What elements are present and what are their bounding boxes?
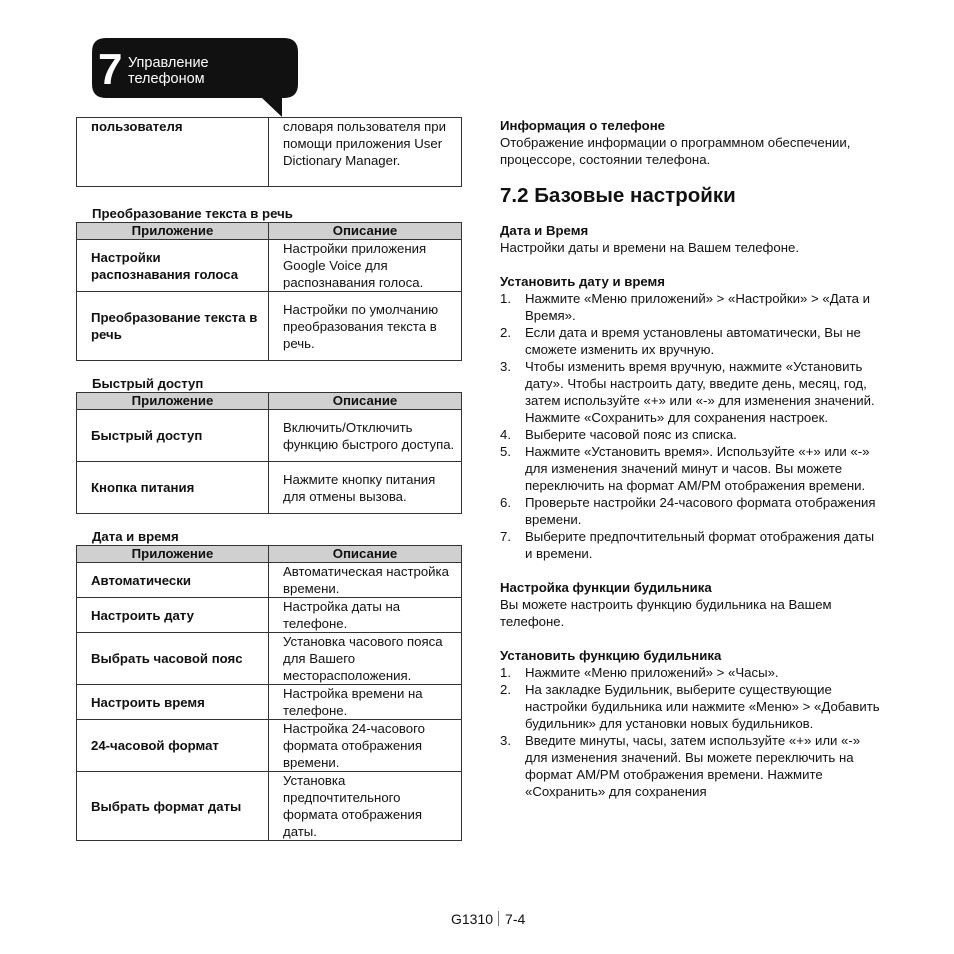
section-title: 7.2 Базовые настройки — [500, 184, 736, 207]
page-number: 7-4 — [505, 911, 526, 927]
table-row: Преобразование текста в речь Настройки по умолчанию преобразования текста в речь. — [77, 292, 462, 361]
datetime-heading: Дата и Время — [500, 223, 589, 238]
quick-access-caption: Быстрый доступ — [92, 376, 204, 391]
table-header: Приложение Описание — [77, 546, 462, 563]
list-item: 2. На закладке Будильник, выберите существующие настройки будильника или нажмите «Меню» > «Добавить будильник» для установки новых будильников. — [500, 682, 880, 731]
datetime-caption: Дата и время — [92, 529, 179, 544]
list-item: 3. Чтобы изменить время вручную, нажмите «Установить дату». Чтобы настроить дату, введите день, месяц, год, затем используйте «+» или «-» для изменения значений. Нажмите «Сохранить» для сохранения настроек. — [500, 359, 875, 425]
footer-divider — [498, 911, 499, 926]
table-row: Автоматически Автоматическая настройка времени. — [77, 563, 462, 598]
continued-table — [76, 117, 462, 187]
list-item: 3. Введите минуты, часы, затем используйте «+» или «-» для изменения значений. Вы можете переключить на формат AM/PM отображения времени. Нажмите «Сохранить» для сохранения — [500, 733, 861, 799]
table-header: Приложение Описание — [77, 223, 462, 240]
list-item: 2. Если дата и время установлены автоматически, Вы не сможете изменить их вручную. — [500, 325, 861, 357]
table-row: Выбрать часовой пояс Установка часового пояса для Вашего месторасположения. — [77, 633, 462, 685]
page-footer — [451, 911, 525, 928]
set-datetime-heading: Установить дату и время — [500, 274, 665, 289]
table-row: Выбрать формат даты Установка предпочтительного формата отображения даты. — [77, 772, 462, 841]
list-item: 5. Нажмите «Установить время». Используйте «+» или «-» для изменения значений минут и часов. Вы можете переключить на формат AM/PM отображения времени. — [500, 444, 870, 493]
chapter-number: 7 — [98, 45, 123, 94]
alarm-text: Вы можете настроить функцию будильника на Вашем телефоне. — [500, 597, 832, 629]
chapter-badge — [92, 38, 298, 116]
left-column — [76, 117, 462, 841]
table-row: Настроить время Настройка времени на телефоне. — [77, 685, 462, 720]
list-item: 1. Нажмите «Меню приложений» > «Настройки» > «Дата и Время». — [500, 291, 870, 323]
table-header: Приложение Описание — [77, 393, 462, 410]
table-row: Быстрый доступ Включить/Отключить функцию быстрого доступа. — [77, 410, 462, 462]
phone-info-text: Отображение информации о программном обеспечении, процессоре, состоянии телефона. — [500, 135, 851, 167]
list-item: 1. Нажмите «Меню приложений» > «Часы». — [500, 665, 779, 680]
list-item: 6. Проверьте настройки 24-часового формата отображения времени. — [500, 495, 876, 527]
tts-table — [76, 222, 462, 361]
chapter-title: Управление телефоном — [128, 55, 209, 87]
table-row: Настроить дату Настройка даты на телефоне. — [77, 598, 462, 633]
table-row: пользователя словаря пользователя при помощи приложения User Dictionary Manager. — [77, 118, 462, 187]
model-label: G1310 — [451, 911, 494, 927]
right-column — [500, 117, 885, 800]
set-datetime-steps — [500, 290, 885, 562]
alarm-heading: Настройка функции будильника — [500, 580, 712, 595]
set-alarm-heading: Установить функцию будильника — [500, 648, 722, 663]
table-row: Кнопка питания Нажмите кнопку питания для отмены вызова. — [77, 462, 462, 514]
list-item: 4. Выберите часовой пояс из списка. — [500, 427, 737, 442]
list-item: 7. Выберите предпочтительный формат отображения даты и времени. — [500, 529, 875, 561]
table-row: 24-часовой формат Настройка 24-часового формата отображения времени. — [77, 720, 462, 772]
quick-access-table — [76, 392, 462, 514]
set-alarm-steps — [500, 664, 885, 800]
datetime-text: Настройки даты и времени на Вашем телефоне. — [500, 240, 800, 255]
phone-info-heading: Информация о телефоне — [500, 118, 666, 133]
table-row: Настройки распознавания голоса Настройки приложения Google Voice для распознавания голоса. — [77, 240, 462, 292]
tts-caption: Преобразование текста в речь — [92, 206, 293, 221]
datetime-table — [76, 545, 462, 841]
